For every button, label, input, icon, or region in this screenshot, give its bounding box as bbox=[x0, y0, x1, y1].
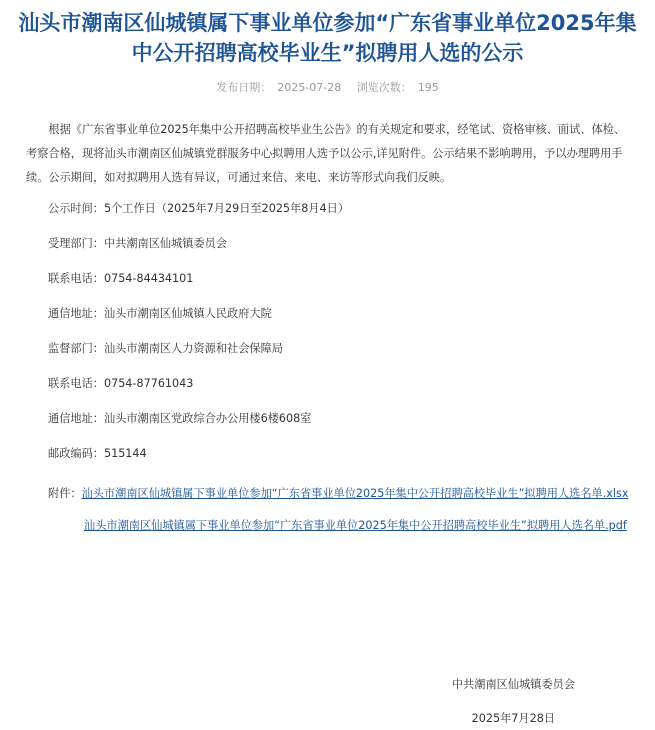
info-value: 0754-84434101 bbox=[103, 272, 194, 285]
info-value: 汕头市潮南区人力资源和社会保障局 bbox=[103, 342, 283, 355]
info-row-handling-dept bbox=[26, 232, 629, 267]
info-value: 0754-87761043 bbox=[103, 377, 194, 390]
article-meta bbox=[0, 80, 655, 96]
attachments-section bbox=[26, 481, 629, 507]
attachments-label: 附件： bbox=[48, 487, 82, 500]
info-label: 受理部门： bbox=[48, 237, 104, 250]
attachment-item-pdf bbox=[26, 513, 629, 539]
info-value: 汕头市潮南区仙城镇人民政府大院 bbox=[103, 307, 272, 320]
publish-date-label: 发布日期： bbox=[216, 81, 272, 94]
info-label: 通信地址： bbox=[48, 412, 104, 425]
info-row-phone-2 bbox=[26, 372, 629, 407]
publish-date-value: 2025-07-28 bbox=[277, 81, 342, 94]
page-title: 汕头市潮南区仙城镇属下事业单位参加“广东省事业单位2025年集中公开招聘高校毕业生”拟聘用人选的公示 bbox=[18, 11, 637, 65]
view-count-label: 浏览次数： bbox=[356, 81, 412, 94]
info-value: 5个工作日（2025年7月29日至2025年8月4日） bbox=[103, 202, 350, 215]
info-value: 中共潮南区仙城镇委员会 bbox=[103, 237, 228, 250]
intro-paragraph: 根据《广东省事业单位2025年集中公开招聘高校毕业生公告》的有关规定和要求，经笔试、资格审核、面试、体检、考察合格，现将汕头市潮南区仙城镇党群服务中心拟聘用人选予以公示,详见附件。公示结果不影响聘用，予以办理聘用手续。公示期间，如对拟聘用人选有异议，可通过来信、来电、来访等形式向我们反映。 bbox=[26, 123, 626, 184]
info-row-supervision-dept bbox=[26, 337, 629, 372]
attachment-link-pdf[interactable]: 汕头市潮南区仙城镇属下事业单位参加“广东省事业单位2025年集中公开招聘高校毕业生”拟聘用人选名单.pdf bbox=[84, 519, 627, 532]
info-label: 公示时间： bbox=[48, 202, 104, 215]
view-count-value: 195 bbox=[417, 81, 439, 94]
info-row-publicity-period bbox=[26, 197, 629, 232]
info-value: 515144 bbox=[103, 447, 147, 460]
info-label: 联系电话： bbox=[48, 272, 104, 285]
publish-date bbox=[213, 81, 344, 94]
signature-date: 2025年7月28日 bbox=[471, 712, 555, 725]
signature-org: 中共潮南区仙城镇委员会 bbox=[451, 678, 575, 691]
info-label: 通信地址： bbox=[48, 307, 104, 320]
info-row-address-1 bbox=[26, 302, 629, 337]
info-label: 监督部门： bbox=[48, 342, 104, 355]
article-body bbox=[0, 118, 655, 539]
info-label: 邮政编码： bbox=[48, 447, 104, 460]
info-row-postcode bbox=[26, 442, 629, 477]
view-count bbox=[354, 81, 442, 94]
info-row-phone-1 bbox=[26, 267, 629, 302]
info-label: 联系电话： bbox=[48, 377, 104, 390]
attachment-link-xlsx[interactable]: 汕头市潮南区仙城镇属下事业单位参加“广东省事业单位2025年集中公开招聘高校毕业生”拟聘用人选名单.xlsx bbox=[81, 487, 629, 500]
info-value: 汕头市潮南区党政综合办公用楼6楼608室 bbox=[103, 412, 312, 425]
info-row-address-2 bbox=[26, 407, 629, 442]
